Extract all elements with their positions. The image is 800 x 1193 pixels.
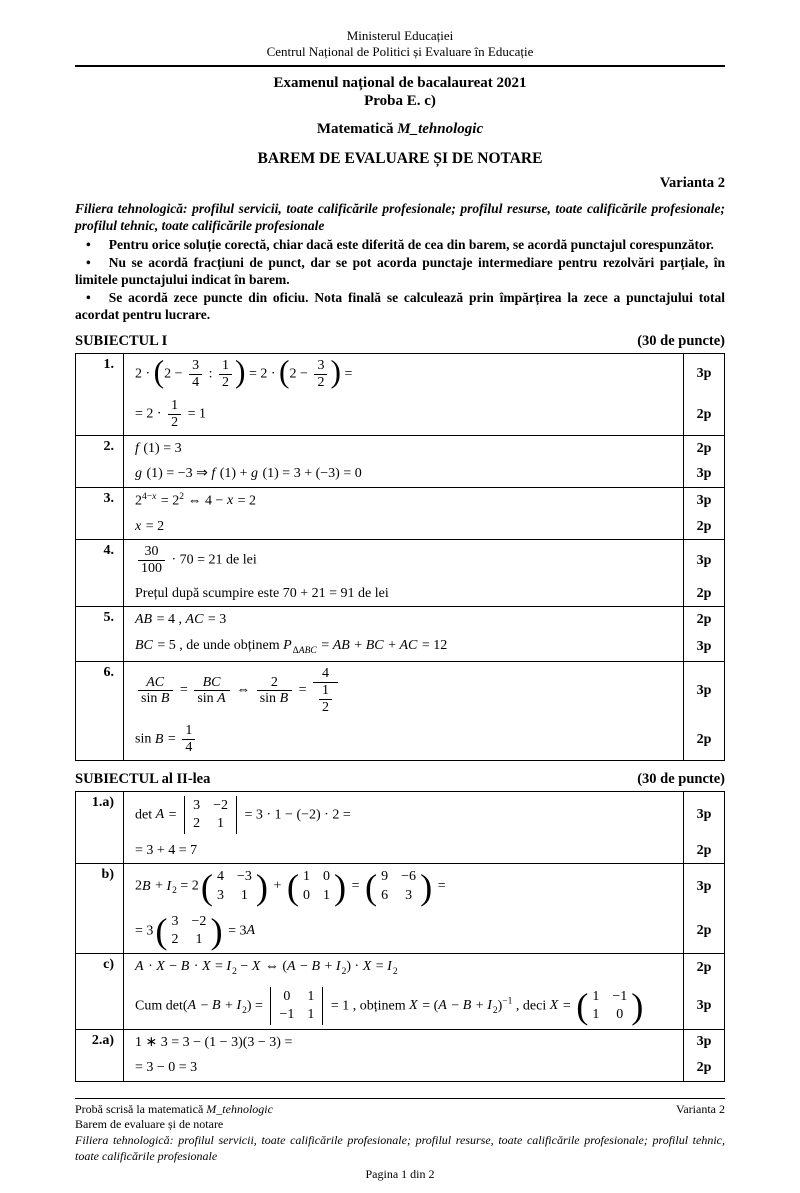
- instruction-item: [75, 289, 725, 323]
- solution-lines: [124, 792, 724, 864]
- solution-step: = 2 · $\frac{1}{2}$ = 1: [135, 398, 206, 431]
- points-value: 2p: [683, 719, 724, 759]
- solution-line: [124, 354, 724, 394]
- page-number: Pagina 1 din 2: [365, 1167, 435, 1182]
- points-value: 2p: [683, 394, 724, 434]
- solution-line: [124, 394, 724, 434]
- solution-step: $\frac{30}{100}$ · 70 = 21 de lei: [124, 540, 683, 580]
- solution-step: 1 ∗ 3 = 3 − (1 − 3)(3 − 3) =: [135, 1034, 293, 1050]
- solution-step: $A \cdot X - B \cdot X = I_2 - X$ ⇔ $(A - B + I_2) \cdot X = I_2$: [135, 958, 398, 977]
- scoring-table-subject-2: [75, 791, 725, 1082]
- solution-line: [124, 514, 724, 540]
- problem-number: c): [76, 954, 124, 1029]
- bullet-icon: •: [86, 290, 91, 306]
- exam-proba: Proba E. c): [364, 93, 436, 110]
- solution-line: [124, 488, 724, 514]
- table-row: [76, 863, 724, 952]
- instruction-text: Se acordă zece puncte din oficiu. Nota finală se calculează prin împărțirea la zece a punctajului total acordat pentru lucrare.: [75, 290, 725, 323]
- exam-subject: [75, 120, 725, 139]
- solution-lines: [124, 488, 724, 540]
- points-value: 2p: [683, 838, 724, 864]
- solution-step: Cum $\det(A - B + I_2)$ = 0 1 −1 1 = 1 , obținem $X = (A - B + I_2)^{-1}$ , deci X = ( 1 −1 1 0 ): [135, 985, 644, 1026]
- solution-line: [124, 633, 724, 662]
- points-value: 2p: [683, 1055, 724, 1081]
- points-value: 3p: [683, 662, 724, 719]
- solution-step: = 3 ( 3 −2 2 1 ) = 3A: [135, 910, 256, 951]
- footer-exam-info: [75, 1102, 273, 1118]
- solution-step: BC = 5 , de unde obținem $P_{\Delta ABC}$ = AB + BC + AC = 12: [135, 637, 448, 656]
- problem-number: 5.: [76, 607, 124, 661]
- page-footer: [75, 1098, 725, 1183]
- subject-profile: M_tehnologic: [397, 121, 484, 137]
- section-1-heading: [75, 333, 725, 350]
- table-row: [76, 792, 724, 864]
- solution-step: 2 · (2 − $\frac{3}{4}$ : $\frac{1}{2}$ ) = 2 · (2 − $\frac{3}{2}$ ) =: [135, 354, 353, 390]
- problem-number: 3.: [76, 488, 124, 540]
- points-value: 2p: [683, 436, 724, 462]
- section-points: (30 de puncte): [637, 333, 725, 350]
- solution-step: det A = 3 −2 2 1 = 3 · 1 − (−2) · 2 =: [124, 792, 683, 838]
- table-row: [76, 435, 724, 487]
- problem-number: 1.: [76, 354, 124, 435]
- solution-lines: [124, 864, 724, 952]
- solution-lines: [124, 1030, 724, 1081]
- problem-number: 2.: [76, 436, 124, 487]
- instruction-item: [75, 254, 725, 288]
- problem-number: 1.a): [76, 792, 124, 864]
- solution-line: [124, 461, 724, 487]
- table-row: [76, 606, 724, 661]
- solution-line: [124, 607, 724, 633]
- solution-lines: [124, 607, 724, 661]
- bullet-icon: •: [86, 255, 91, 271]
- table-row: [76, 354, 724, 435]
- exam-title: Examenul național de bacalaureat 2021: [273, 74, 527, 91]
- points-value: 3p: [683, 792, 724, 838]
- section-title: SUBIECTUL I: [75, 333, 168, 350]
- points-value: 3p: [683, 1030, 724, 1056]
- solution-line: [124, 436, 724, 462]
- solution-line: [124, 662, 724, 719]
- solution-line: [124, 719, 724, 759]
- solution-step: Prețul după scumpire este 70 + 21 = 91 de lei: [135, 585, 389, 601]
- solution-step: = 3 + 4 = 7: [135, 842, 198, 858]
- footer-line-1: [75, 1102, 725, 1118]
- section-points: (30 de puncte): [637, 770, 725, 787]
- filiera-note: Filiera tehnologică: profilul servicii, toate calificările profesionale; profilul resurse, toate calificările profesionale; profilul tehnic, toate calificările profesionale: [75, 201, 725, 233]
- solution-line: [124, 864, 724, 908]
- table-row: [76, 487, 724, 540]
- table-row: [76, 953, 724, 1029]
- instruction-text: Nu se acordă fracțiuni de punct, dar se pot acorda punctaje intermediare pentru rezolvări parțiale, în limitele punctajului indicat în barem.: [75, 255, 725, 288]
- table-row: [76, 661, 724, 759]
- solution-lines: [124, 662, 724, 759]
- solution-step: = 3 − 0 = 3: [135, 1060, 198, 1076]
- points-value: 3p: [683, 488, 724, 514]
- table-row: [76, 539, 724, 606]
- points-value: 3p: [683, 354, 724, 394]
- subject-prefix: Matematică: [316, 121, 398, 137]
- solution-step: $2^{4-x} = 2^2$ ⇔ 4 − x = 2: [135, 491, 257, 509]
- page-header: [75, 28, 725, 192]
- solution-lines: [124, 540, 724, 606]
- points-value: 3p: [683, 633, 724, 662]
- problem-number: b): [76, 864, 124, 952]
- solution-line: [124, 1055, 724, 1081]
- table-row: [76, 1029, 724, 1081]
- header-divider: [75, 65, 725, 67]
- footer-variant: Varianta 2: [676, 1101, 725, 1116]
- solution-step: sin B = $\frac{1}{4}$: [124, 719, 683, 759]
- solution-line: [124, 540, 724, 580]
- section-2-heading: [75, 771, 725, 788]
- solution-lines: [124, 436, 724, 487]
- solution-lines: [124, 954, 724, 1029]
- solution-line: [124, 1030, 724, 1056]
- section-title: SUBIECTUL al II-lea: [75, 770, 211, 787]
- solution-step: x = 2: [135, 518, 165, 534]
- points-value: 3p: [683, 983, 724, 1029]
- instruction-item: [75, 236, 725, 253]
- points-value: 3p: [683, 864, 724, 908]
- solution-step: f (1) = 3: [135, 440, 182, 456]
- solution-step: AB = 4 , AC = 3: [135, 612, 227, 628]
- footer-divider: [75, 1098, 725, 1099]
- solution-step: g (1) = −3 ⇒ f (1) + g (1) = 3 + (−3) = 0: [135, 466, 362, 482]
- points-value: 2p: [683, 909, 724, 953]
- national-center-name: Centrul Național de Politici și Evaluare în Educație: [266, 44, 534, 60]
- solution-line: [124, 983, 724, 1029]
- problem-number: 6.: [76, 662, 124, 759]
- solution-line: [124, 838, 724, 864]
- points-value: 2p: [683, 514, 724, 540]
- problem-number: 4.: [76, 540, 124, 606]
- solution-line: [124, 792, 724, 838]
- footer-exam-profile: M_tehnologic: [206, 1101, 273, 1116]
- solution-step: $2B + I_2 = 2$ ( 4 −3 3 1 ) + ( 1 0 0 1 ) = ( 9 −6 6 3 ) =: [135, 866, 446, 907]
- solution-line: [124, 909, 724, 953]
- bullet-icon: •: [86, 237, 91, 253]
- solution-lines: [124, 354, 724, 435]
- points-value: 2p: [683, 954, 724, 983]
- solution-line: [124, 954, 724, 983]
- footer-exam-prefix: Probă scrisă la matematică: [75, 1101, 207, 1116]
- points-value: 2p: [683, 581, 724, 607]
- footer-barem-label: Barem de evaluare și de notare: [75, 1117, 224, 1132]
- barem-title: BAREM DE EVALUARE ȘI DE NOTARE: [257, 149, 543, 167]
- scoring-table-subject-1: [75, 353, 725, 761]
- solution-line: [124, 581, 724, 607]
- points-value: 3p: [683, 461, 724, 487]
- points-value: 3p: [683, 540, 724, 580]
- footer-filiera-note: Filiera tehnologică: profilul servicii, toate calificările profesionale; profilul resurse, toate calificările profesionale; profilul tehnic, toate calificările profesionale: [75, 1132, 725, 1163]
- instructions-list: [75, 236, 725, 323]
- ministry-name: Ministerul Educației: [346, 28, 454, 43]
- instruction-text: Pentru orice soluție corectă, chiar dacă este diferită de cea din barem, se acordă punctajul corespunzător.: [108, 237, 714, 253]
- problem-number: 2.a): [76, 1030, 124, 1081]
- solution-step: $\frac{AC}{\text{sin B}}$ = $\frac{BC}{\text{sin A}}$ ⇔ $\frac{2}{\text{sin B}}$ = $\frac{4}{\frac{1}{2}}$: [124, 662, 683, 719]
- variant-label: Varianta 2: [659, 175, 725, 192]
- points-value: 2p: [683, 607, 724, 633]
